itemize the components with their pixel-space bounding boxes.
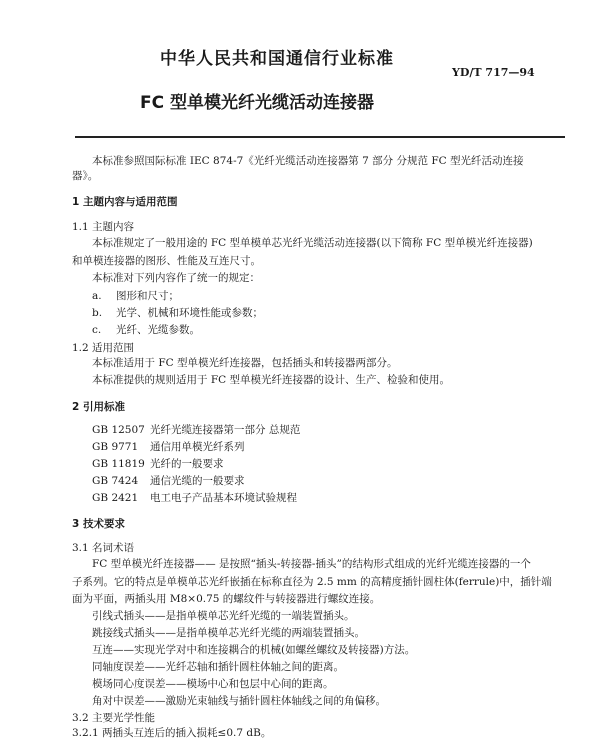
intro-line-1: 本标准参照国际标准 IEC 874-7《光纤光缆活动连接器第 7 部分 分规范 FC 型光纤活动连接 bbox=[92, 155, 524, 167]
list-text: 光学、机械和环境性能或参数； bbox=[116, 307, 263, 319]
reference-item bbox=[92, 423, 300, 437]
reference-title: 通信用单模光纤系列 bbox=[150, 441, 245, 453]
section-1-1-para-2: 本标准对下列内容作了统一的规定： bbox=[92, 272, 260, 284]
intro-line-2: 器》。 bbox=[72, 170, 99, 182]
section-3-1-para-1a: FC 型单模光纤连接器—— 是按照“插头-转接器-插头”的结构形式组成的光纤光缆连接器的一个 bbox=[92, 558, 531, 570]
section-3-heading: 3 技术要求 bbox=[72, 518, 125, 530]
section-3-1-heading: 3.1 名词术语 bbox=[72, 542, 135, 554]
section-3-1-para-1c: 面为平面，两插头用 M8×0.75 的螺纹件与转接器进行螺纹连接。 bbox=[72, 593, 381, 605]
list-item bbox=[92, 306, 263, 320]
reference-item bbox=[92, 474, 245, 488]
section-2-heading: 2 引用标准 bbox=[72, 401, 125, 413]
term-definition: 模场同心度误差——模场中心和包层中心间的距离。 bbox=[92, 678, 334, 690]
section-3-1-para-1b: 子系列。它的特点是单模单芯光纤嵌插在标称直径为 2.5 mm 的高精度插针圆柱体(ferrule)中，插针端 bbox=[72, 576, 552, 588]
term-definition: 角对中误差——激励光束轴线与插针圆柱体轴线之间的角偏移。 bbox=[92, 695, 386, 707]
section-1-1-heading: 1.1 主题内容 bbox=[72, 221, 135, 233]
reference-code: GB 2421 bbox=[92, 492, 139, 504]
section-3-2-1-text: 3.2.1 两插头互连后的插入损耗≤0.7 dB。 bbox=[72, 727, 272, 739]
reference-item bbox=[92, 491, 297, 505]
document-title: FC 型单模光纤光缆活动连接器 bbox=[140, 93, 375, 113]
term-definition: 同轴度误差——光纤芯轴和插针圆柱体轴之间的距离。 bbox=[92, 661, 344, 673]
list-text: 光纤、光缆参数。 bbox=[116, 324, 200, 336]
section-1-2-para-1: 本标准适用于 FC 型单模光纤连接器，包括插头和转接器两部分。 bbox=[92, 357, 398, 369]
section-1-2-heading: 1.2 适用范围 bbox=[72, 342, 135, 354]
reference-item bbox=[92, 440, 245, 454]
reference-code: GB 11819 bbox=[92, 458, 145, 470]
reference-code: GB 12507 bbox=[92, 424, 145, 436]
term-definition: 引线式插头——是指单模单芯光纤光缆的一端装置插头。 bbox=[92, 610, 355, 622]
list-marker: b. bbox=[92, 307, 103, 319]
reference-code: GB 7424 bbox=[92, 475, 139, 487]
section-3-2-heading: 3.2 主要光学性能 bbox=[72, 712, 156, 724]
list-item bbox=[92, 323, 200, 337]
standard-organization: 中华人民共和国通信行业标准 bbox=[160, 49, 394, 69]
reference-title: 通信光缆的一般要求 bbox=[150, 475, 245, 487]
term-definition: 互连——实现光学对中和连接耦合的机械(如螺丝螺纹及转接器)方法。 bbox=[92, 644, 416, 656]
list-marker: a. bbox=[92, 290, 102, 302]
standard-code: YD/T 717—94 bbox=[452, 66, 535, 79]
section-1-2-para-2: 本标准提供的规则适用于 FC 型单模光纤连接器的设计、生产、检验和使用。 bbox=[92, 374, 450, 386]
reference-title: 电工电子产品基本环境试验规程 bbox=[150, 492, 297, 504]
section-1-1-para-1a: 本标准规定了一般用途的 FC 型单模单芯光纤光缆活动连接器(以下简称 FC 型单模光纤连接器) bbox=[92, 237, 533, 249]
list-text: 图形和尺寸； bbox=[116, 290, 179, 302]
reference-title: 光纤光缆连接器第一部分 总规范 bbox=[150, 424, 301, 436]
section-1-heading: 1 主题内容与适用范围 bbox=[72, 196, 178, 208]
reference-code: GB 9771 bbox=[92, 441, 139, 453]
reference-item bbox=[92, 457, 224, 471]
list-marker: c. bbox=[92, 324, 102, 336]
section-1-1-para-1b: 和单模连接器的图形、性能及互连尺寸。 bbox=[72, 255, 261, 267]
term-definition: 跳接线式插头——是指单模单芯光纤光缆的两端装置插头。 bbox=[92, 627, 365, 639]
header-divider bbox=[75, 136, 565, 138]
list-item bbox=[92, 289, 179, 303]
reference-title: 光纤的一般要求 bbox=[150, 458, 224, 470]
